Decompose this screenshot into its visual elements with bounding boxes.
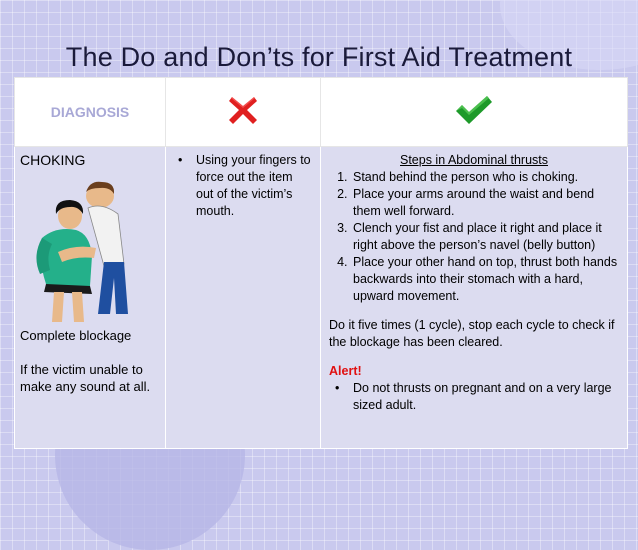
- dont-header: [166, 78, 321, 147]
- dont-list: [172, 152, 312, 220]
- do-header: [321, 78, 628, 147]
- diagnosis-cell: [15, 147, 166, 449]
- red-cross-icon: [226, 93, 260, 127]
- cycle-note: Do it five times (1 cycle), stop each cycle to check if the blockage has been cleared.: [329, 318, 615, 349]
- list-item: • Using your fingers to force out the item out of the victim’s mouth.: [186, 152, 312, 220]
- symptom-text: If the victim unable to make any sound at all.: [20, 362, 151, 394]
- alert-list: [329, 380, 619, 414]
- list-item: 2. Place your arms around the waist and bend them well forward.: [351, 186, 619, 220]
- green-checkmark-icon: [454, 94, 494, 126]
- list-item: 3. Clench your fist and place it right and place it right above the person’s navel (belly button): [351, 220, 619, 254]
- list-item: • Do not thrusts on pregnant and on a very large sized adult.: [343, 380, 619, 414]
- alert-label: Alert!: [329, 364, 362, 378]
- heimlich-maneuver-illustration: [20, 174, 145, 324]
- table-header-row: [15, 78, 628, 147]
- steps-title: Steps in Abdominal thrusts: [400, 153, 548, 167]
- first-aid-table: [14, 77, 628, 449]
- list-item: 1. Stand behind the person who is choking.: [351, 169, 619, 186]
- symptom-text: Complete blockage: [20, 328, 132, 343]
- diagnosis-header: DIAGNOSIS: [15, 78, 166, 147]
- condition-name: CHOKING: [20, 152, 86, 168]
- table-row: [15, 147, 628, 449]
- slide-title: The Do and Don’ts for First Aid Treatment: [65, 42, 573, 72]
- list-item: 4. Place your other hand on top, thrust both hands backwards into their stomach with a hard, upward movement.: [351, 254, 619, 305]
- dont-cell: [166, 147, 321, 449]
- do-cell: [321, 147, 628, 449]
- steps-list: [329, 169, 619, 305]
